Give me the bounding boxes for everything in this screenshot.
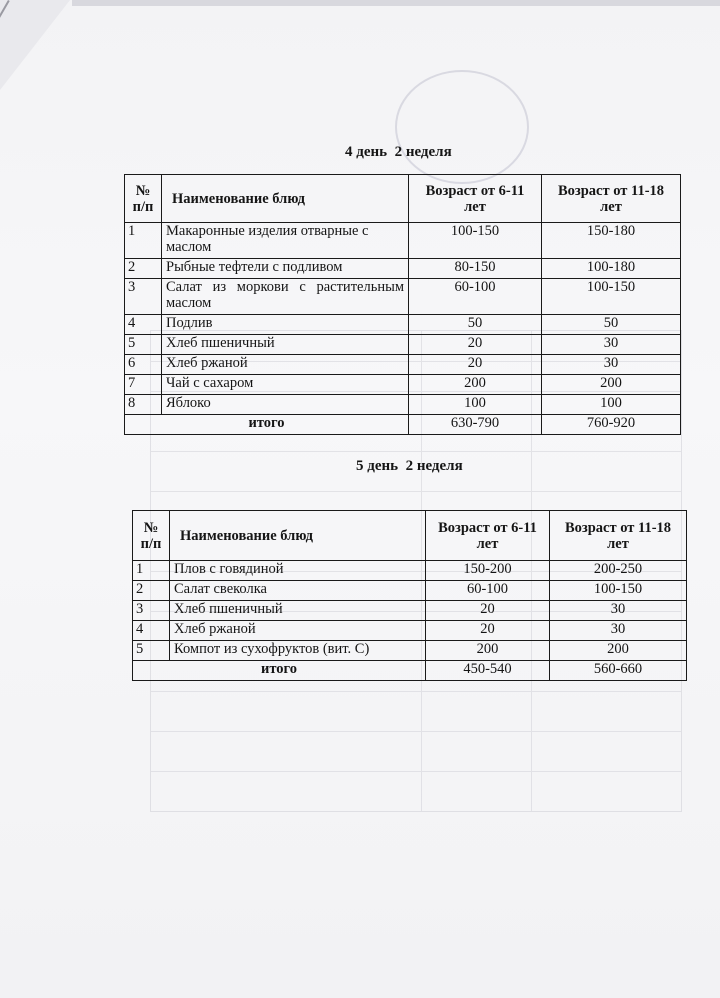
portion-11-18: 100-150: [550, 581, 687, 601]
header-name: Наименование блюд: [162, 175, 409, 223]
header-age-6-11: Возраст от 6-11 лет: [426, 511, 550, 561]
table-row: [125, 259, 681, 279]
portion-11-18: 30: [542, 335, 681, 355]
table-row: [133, 581, 687, 601]
portion-6-11: 100-150: [409, 223, 542, 259]
header-name: Наименование блюд: [170, 511, 426, 561]
table-row: [125, 279, 681, 315]
total-6-11: 450-540: [426, 661, 550, 681]
dish-name: Макаронные изделия отварные с маслом: [162, 223, 409, 259]
table-row: [125, 375, 681, 395]
table-row: [133, 601, 687, 621]
table-row: [133, 621, 687, 641]
bleed-through-stamp: [395, 70, 529, 184]
total-label: итого: [133, 661, 426, 681]
portion-6-11: 20: [409, 355, 542, 375]
folded-corner: [0, 0, 70, 90]
row-num: 4: [125, 315, 162, 335]
portion-6-11: 60-100: [409, 279, 542, 315]
dish-name: Салат из моркови с растительным маслом: [162, 279, 409, 315]
portion-6-11: 100: [409, 395, 542, 415]
portion-11-18: 150-180: [542, 223, 681, 259]
day5-menu-table: [132, 510, 687, 681]
dish-name: Яблоко: [162, 395, 409, 415]
dish-name: Хлеб ржаной: [162, 355, 409, 375]
total-11-18: 760-920: [542, 415, 681, 435]
row-num: 1: [133, 561, 170, 581]
dish-name: Хлеб ржаной: [170, 621, 426, 641]
portion-11-18: 30: [550, 601, 687, 621]
row-num: 5: [133, 641, 170, 661]
total-row: [133, 661, 687, 681]
dish-name: Подлив: [162, 315, 409, 335]
header-age-6-11: Возраст от 6-11 лет: [409, 175, 542, 223]
portion-6-11: 60-100: [426, 581, 550, 601]
row-num: 7: [125, 375, 162, 395]
row-num: 4: [133, 621, 170, 641]
portion-11-18: 100-150: [542, 279, 681, 315]
portion-6-11: 50: [409, 315, 542, 335]
header-num: № п/п: [125, 175, 162, 223]
portion-11-18: 100: [542, 395, 681, 415]
total-row: [125, 415, 681, 435]
row-num: 5: [125, 335, 162, 355]
table-row: [125, 315, 681, 335]
total-label: итого: [125, 415, 409, 435]
portion-11-18: 30: [550, 621, 687, 641]
table-header-row: [125, 175, 681, 223]
table-row: [125, 355, 681, 375]
table-row: [125, 395, 681, 415]
portion-11-18: 200: [542, 375, 681, 395]
table-row: [125, 223, 681, 259]
portion-6-11: 200: [426, 641, 550, 661]
row-num: 8: [125, 395, 162, 415]
portion-11-18: 30: [542, 355, 681, 375]
total-6-11: 630-790: [409, 415, 542, 435]
day4-heading: 4 день 2 неделя: [345, 144, 452, 160]
header-age-11-18: Возраст от 11-18 лет: [542, 175, 681, 223]
day5-heading: 5 день 2 неделя: [356, 458, 463, 474]
row-num: 2: [133, 581, 170, 601]
row-num: 3: [125, 279, 162, 315]
header-age-11-18: Возраст от 11-18 лет: [550, 511, 687, 561]
table-row: [133, 561, 687, 581]
row-num: 3: [133, 601, 170, 621]
top-edge-shadow: [72, 0, 720, 6]
portion-6-11: 20: [426, 621, 550, 641]
portion-6-11: 20: [426, 601, 550, 621]
portion-6-11: 80-150: [409, 259, 542, 279]
row-num: 2: [125, 259, 162, 279]
dish-name: Чай с сахаром: [162, 375, 409, 395]
header-num: № п/п: [133, 511, 170, 561]
dish-name: Хлеб пшеничный: [170, 601, 426, 621]
portion-11-18: 100-180: [542, 259, 681, 279]
table-header-row: [133, 511, 687, 561]
portion-6-11: 200: [409, 375, 542, 395]
dish-name: Хлеб пшеничный: [162, 335, 409, 355]
row-num: 1: [125, 223, 162, 259]
portion-6-11: 150-200: [426, 561, 550, 581]
dish-name: Рыбные тефтели с подливом: [162, 259, 409, 279]
dish-name: Компот из сухофруктов (вит. С): [170, 641, 426, 661]
dish-name: Салат свеколка: [170, 581, 426, 601]
portion-11-18: 200-250: [550, 561, 687, 581]
table-row: [133, 641, 687, 661]
table-row: [125, 335, 681, 355]
dish-name: Плов с говядиной: [170, 561, 426, 581]
day4-menu-table: [124, 174, 681, 435]
portion-6-11: 20: [409, 335, 542, 355]
row-num: 6: [125, 355, 162, 375]
portion-11-18: 50: [542, 315, 681, 335]
portion-11-18: 200: [550, 641, 687, 661]
total-11-18: 560-660: [550, 661, 687, 681]
